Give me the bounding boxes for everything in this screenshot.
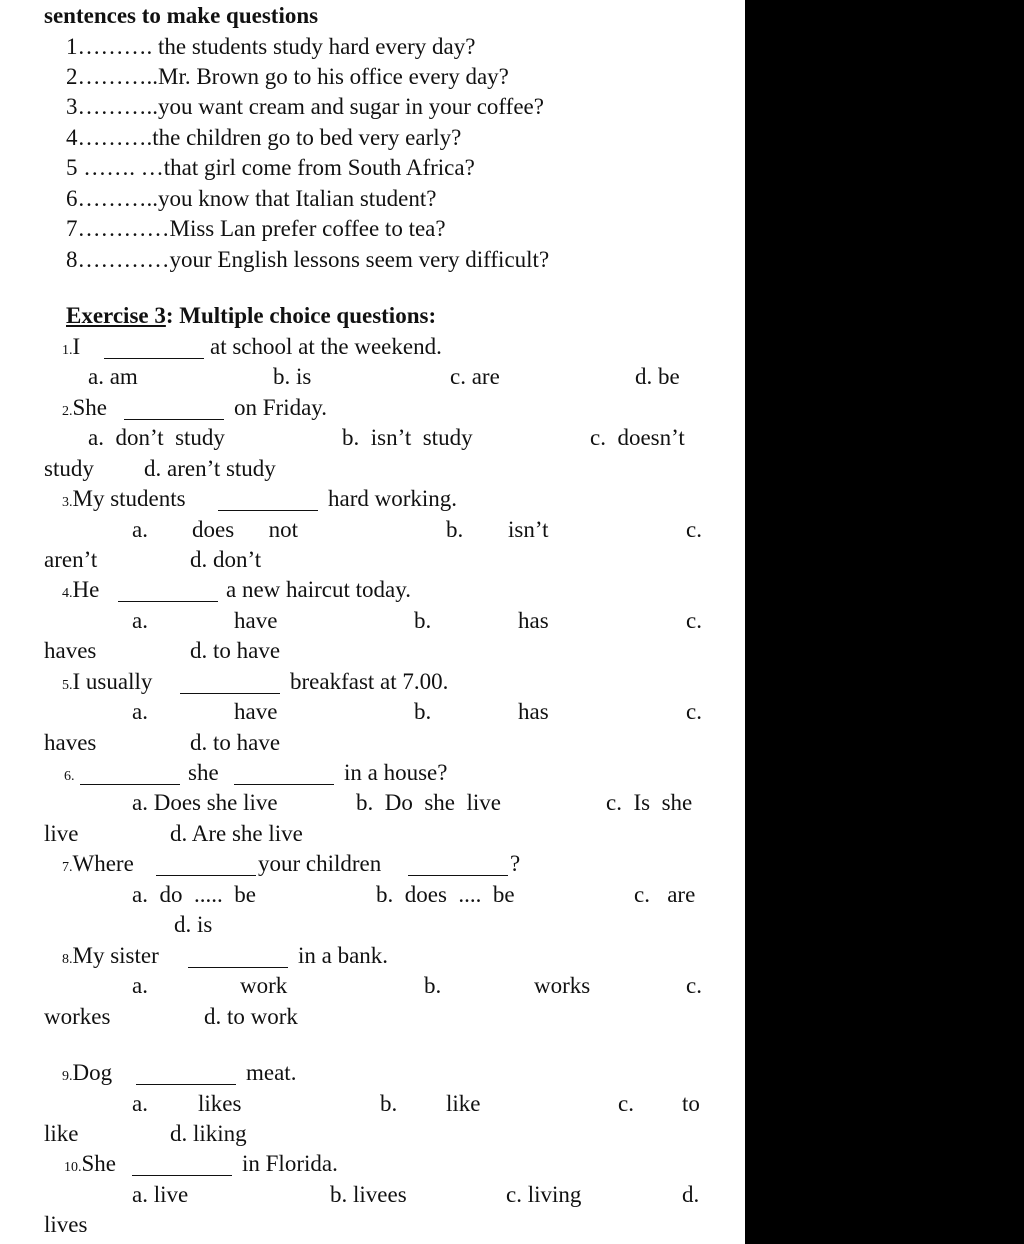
option-b-letter: b. — [446, 517, 464, 542]
option-d: lives — [44, 1212, 88, 1237]
question-text: she — [188, 760, 219, 785]
option-c: aren’t — [44, 547, 98, 572]
option-c-continued: like — [44, 1121, 79, 1146]
option-c-letter: c. — [686, 973, 702, 998]
option-b-letter: b. — [414, 608, 432, 633]
answer-blank — [408, 857, 508, 876]
option-d: d. be — [635, 364, 680, 389]
option-a: have — [234, 608, 278, 633]
fill-item: 1………. the students study hard every day? — [66, 34, 476, 59]
question-text: in Florida. — [242, 1151, 338, 1176]
fill-item: 3………..you want cream and sugar in your coffee? — [66, 94, 544, 119]
option-d: d. to have — [190, 638, 281, 663]
question-text: hard working. — [328, 486, 458, 511]
fill-item: 6………..you know that Italian student? — [66, 186, 437, 211]
option-a-letter: a. — [132, 1091, 148, 1116]
option-d: d. liking — [170, 1121, 247, 1146]
option-d: d. to work — [204, 1004, 298, 1029]
question-stem: 9.Dog — [62, 1060, 113, 1085]
question-text: in a bank. — [298, 943, 389, 968]
answer-blank — [104, 340, 204, 359]
option-a: a. live — [132, 1182, 189, 1207]
answer-blank — [156, 857, 256, 876]
fill-item: 2………..Mr. Brown go to his office every day? — [66, 64, 509, 89]
option-a: have — [234, 699, 278, 724]
answer-blank — [118, 583, 218, 602]
option-b: b. does .... be — [376, 882, 515, 907]
answer-blank — [234, 766, 334, 785]
question-stem: 3.My students — [62, 486, 186, 511]
option-c-letter: c. — [686, 608, 702, 633]
option-c: haves — [44, 730, 97, 755]
option-d: d. to have — [190, 730, 281, 755]
option-d: d. is — [174, 912, 213, 937]
option-c: c. are — [450, 364, 500, 389]
option-d-letter: d. — [682, 1182, 700, 1207]
option-c: c. Is she — [606, 790, 693, 815]
option-b: has — [518, 699, 549, 724]
answer-blank — [80, 766, 180, 785]
option-c-letter: c. — [686, 699, 702, 724]
option-b: like — [446, 1091, 481, 1116]
answer-blank — [188, 949, 288, 968]
option-b: has — [518, 608, 549, 633]
fill-item: 4……….the children go to bed very early? — [66, 125, 462, 150]
option-c-letter: c. — [618, 1091, 634, 1116]
question-stem: 7.Where — [62, 851, 134, 876]
fill-item: 7…………Miss Lan prefer coffee to tea? — [66, 216, 446, 241]
answer-blank — [124, 401, 224, 420]
option-b-letter: b. — [424, 973, 442, 998]
answer-blank — [132, 1157, 232, 1176]
option-b: b. livees — [330, 1182, 407, 1207]
option-b-letter: b. — [380, 1091, 398, 1116]
question-stem: 2.She — [62, 395, 107, 420]
question-text: your children — [258, 851, 382, 876]
option-b: b. Do she live — [356, 790, 502, 815]
option-a: a. do ..... be — [132, 882, 256, 907]
option-c-continued: live — [44, 821, 79, 846]
option-a: does not — [192, 517, 299, 542]
option-c: c. living — [506, 1182, 582, 1207]
option-a: a. am — [88, 364, 138, 389]
option-a-letter: a. — [132, 973, 148, 998]
option-d: d. aren’t study — [144, 456, 276, 481]
question-stem: 4.He — [62, 577, 100, 602]
exercise-title: Exercise 3: Multiple choice questions: — [66, 303, 437, 328]
option-a: a. don’t study — [88, 425, 225, 450]
question-stem: 6. — [64, 769, 75, 784]
answer-blank — [180, 675, 280, 694]
option-a-letter: a. — [132, 608, 148, 633]
option-b: isn’t — [508, 517, 549, 542]
option-c-letter: c. — [686, 517, 702, 542]
question-stem: 5.I usually — [62, 669, 153, 694]
question-stem: 1.I — [62, 334, 81, 359]
question-text: on Friday. — [234, 395, 328, 420]
option-c: workes — [44, 1004, 111, 1029]
question-stem: 10.She — [64, 1151, 116, 1176]
question-stem: 8.My sister — [62, 943, 159, 968]
option-c: c. are — [634, 882, 696, 907]
question-text: meat. — [246, 1060, 297, 1085]
option-a: a. Does she live — [132, 790, 278, 815]
option-c: c. doesn’t — [590, 425, 685, 450]
answer-blank — [218, 492, 318, 511]
option-b: b. isn’t study — [342, 425, 473, 450]
fill-item: 5 ……. …that girl come from South Africa? — [66, 155, 475, 180]
question-text: at school at the weekend. — [210, 334, 442, 359]
question-text: a new haircut today. — [226, 577, 411, 602]
option-b: works — [534, 973, 591, 998]
option-a: work — [240, 973, 288, 998]
option-d: d. don’t — [190, 547, 262, 572]
question-text: in a house? — [344, 760, 448, 785]
option-a-letter: a. — [132, 517, 148, 542]
section-header: sentences to make questions — [44, 3, 319, 28]
option-d: d. Are she live — [170, 821, 303, 846]
option-b: b. is — [273, 364, 312, 389]
option-b-letter: b. — [414, 699, 432, 724]
question-text: breakfast at 7.00. — [290, 669, 449, 694]
option-c: to — [682, 1091, 700, 1116]
option-a: likes — [198, 1091, 242, 1116]
question-text: ? — [510, 851, 521, 876]
answer-blank — [136, 1066, 236, 1085]
fill-item: 8…………your English lessons seem very difficult? — [66, 247, 550, 272]
option-c: haves — [44, 638, 97, 663]
option-c-continued: study — [44, 456, 94, 481]
option-a-letter: a. — [132, 699, 148, 724]
